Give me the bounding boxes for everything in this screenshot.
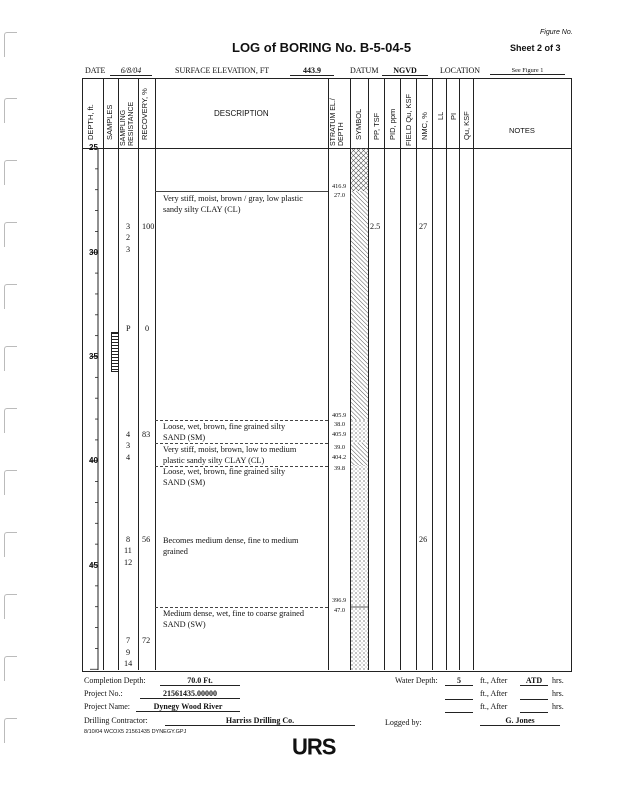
after-blank-3 [520,702,548,713]
sample3-recovery: 83 [142,430,151,439]
surface-elevation-value: 443.9 [290,66,334,76]
hrs-label-3: hrs. [552,702,564,711]
desc-sw-line1: Medium dense, wet, fine to coarse grained [163,609,304,618]
location-label: LOCATION [440,66,480,75]
sample4-blow3: 12 [124,558,133,567]
logged-by-label: Logged by: [385,718,422,727]
file-reference: 8/10/04 WCOX5 21561435 DYNEGY.GPJ [84,729,187,735]
stratum-depth-3: 39.0 [334,444,346,451]
completion-depth-value: 70.0 Ft. [160,676,240,686]
after-blank-2 [520,689,548,700]
col-pp: PP, TSF [372,112,381,140]
project-name-label: Project Name: [84,702,130,711]
water-depth-label: Water Depth: [395,676,438,685]
sample3-blow1: 4 [126,430,131,439]
col-description: DESCRIPTION [214,109,269,118]
soil-symbol-column [351,148,368,670]
surface-elevation-label: SURFACE ELEVATION, FT [175,66,270,75]
depth-label-45: 45 [89,561,98,570]
stratum-el-2: 405.9 [332,412,347,419]
pp-value-1: 2.5 [370,222,381,231]
stratum-depth-4: 39.8 [334,465,346,472]
stratum-el-1: 416.9 [332,183,347,190]
col-symbol: SYMBOL [354,108,363,140]
desc-sand2-line2: SAND (SM) [163,478,206,487]
desc-clay-line2: sandy silty CLAY (CL) [163,205,241,214]
stratum-el-3: 405.9 [332,431,347,438]
ft-after-label-3: ft., After [480,702,508,711]
project-name-value: Dynegy Wood River [136,702,240,712]
binder-mark [4,32,17,57]
hrs-label-1: hrs. [552,676,564,685]
desc-sand1-line1: Loose, wet, brown, fine grained silty [163,422,286,431]
desc-clay2-line2: plastic sandy silty CLAY (CL) [163,456,265,465]
col-sampling-resistance: SAMPLING RESISTANCE [120,101,135,146]
desc-dense-line2: grained [163,547,188,556]
sample5-blow2: 9 [126,648,131,657]
binder-mark [4,532,17,557]
desc-sand1-line2: SAND (SM) [163,433,206,442]
sample5-blow3: 14 [124,659,133,668]
sample4-recovery: 56 [142,535,151,544]
desc-dense-line1: Becomes medium dense, fine to medium [163,536,299,545]
desc-clay-line1: Very stiff, moist, brown / gray, low plastic [163,194,303,203]
binder-mark [4,656,17,681]
ft-after-label-2: ft., After [480,689,508,698]
stratum-el-5: 396.9 [332,597,347,604]
water-depth-value: 5 [445,676,473,686]
binder-mark [4,98,17,123]
col-ll: LL [436,111,445,120]
sample1-blow3: 3 [126,245,131,254]
nmc-value-2: 26 [419,535,428,544]
binder-mark [4,160,17,185]
logged-by-value: G. Jones [480,716,560,726]
sample5-blow1: 7 [126,636,131,645]
depth-scale [82,148,119,670]
sample1-blow1: 3 [126,222,131,231]
sample1-blow2: 2 [126,233,131,242]
binder-mark [4,470,17,495]
datum-label: DATUM [350,66,379,75]
hrs-label-2: hrs. [552,689,564,698]
sample2-blow1: P [126,324,131,333]
water-depth-blank-2 [445,689,473,700]
sample4-blow2: 11 [124,546,132,555]
figure-no-label: Figure No. [540,29,573,36]
binder-mark [4,718,17,743]
col-recovery: RECOVERY, % [140,88,149,140]
drilling-contractor-value: Harriss Drilling Co. [165,716,355,726]
depth-label-40: 40 [89,456,98,465]
ft-after-label-1: ft., After [480,676,508,685]
col-stratum: STRATUM EL./ DEPTH [330,98,345,146]
project-no-value: 21561435.00000 [140,689,240,699]
stratum-depth-1: 27.0 [334,192,346,199]
page-title: LOG of BORING No. B-5-04-5 [232,40,412,55]
date-value: 6/8/04 [110,66,152,76]
binder-mark [4,222,17,247]
date-label: DATE [85,66,106,75]
binder-mark [4,594,17,619]
sheet-number: Sheet 2 of 3 [510,43,561,53]
completion-depth-label: Completion Depth: [84,676,146,685]
urs-logo: URS [292,733,336,760]
stratum-el-4: 404.2 [332,454,347,461]
desc-sw-line2: SAND (SW) [163,620,206,629]
col-samples: SAMPLES [105,104,114,140]
sample3-blow3: 4 [126,453,131,462]
desc-sand2-line1: Loose, wet, brown, fine grained silty [163,467,286,476]
col-notes: NOTES [509,126,535,135]
col-nmc: NMC, % [420,112,429,140]
nmc-value-1: 27 [419,222,428,231]
drilling-contractor-label: Drilling Contractor: [84,716,148,725]
stratum-depth-2: 38.0 [334,421,346,428]
depth-label-30: 30 [89,248,98,257]
after-value-1: ATD [520,676,548,686]
col-depth: DEPTH, ft. [86,104,95,140]
desc-clay2-line1: Very stiff, moist, brown, low to medium [163,445,297,454]
depth-label-25: 25 [89,143,98,152]
depth-label-35: 35 [89,352,98,361]
sample3-blow2: 3 [126,441,131,450]
water-depth-blank-3 [445,702,473,713]
location-value: See Figure 1 [490,67,565,75]
col-pi: PI [449,112,458,120]
col-field-qu: FIELD Qu, KSF [404,93,413,146]
binder-mark [4,284,17,309]
stratum-depth-5: 47.0 [334,607,346,614]
binder-mark [4,408,17,433]
col-qu: Qu, KSF [462,111,471,140]
sample5-recovery: 72 [142,636,151,645]
binder-mark [4,346,17,371]
col-pid: PID, ppm [388,108,397,140]
sample-tube-shelby [111,332,119,372]
datum-value: NGVD [382,66,428,76]
project-no-label: Project No.: [84,689,123,698]
sample1-recovery: 100 [142,222,155,231]
sample2-recovery: 0 [145,324,150,333]
sample4-blow1: 8 [126,535,131,544]
